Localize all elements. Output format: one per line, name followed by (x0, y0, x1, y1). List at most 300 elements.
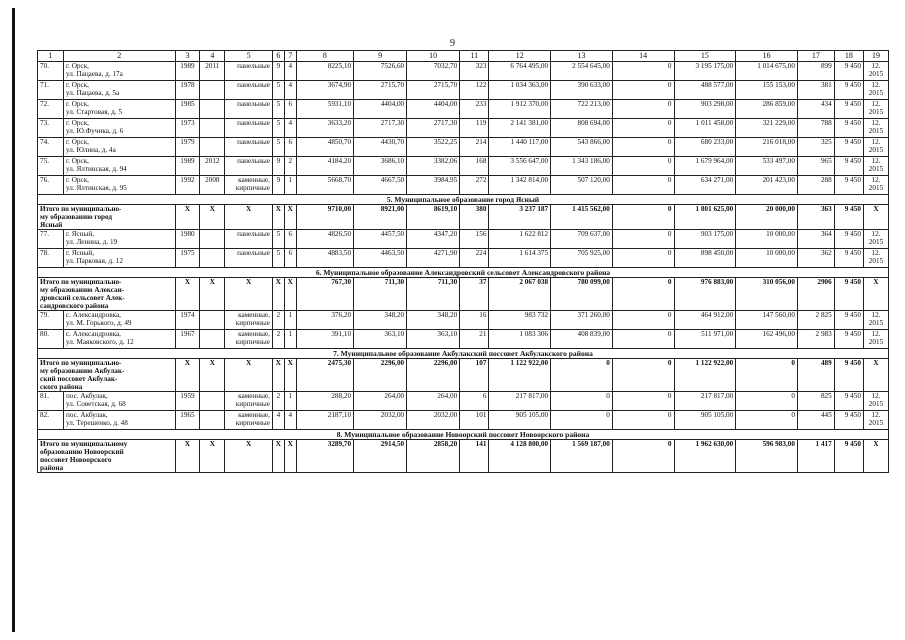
total-cell: X (225, 205, 273, 230)
table-row (38, 176, 889, 195)
table-cell: 288 (797, 176, 834, 195)
table-cell: 391,10 (296, 330, 353, 349)
table-cell: 4826,50 (296, 230, 353, 249)
table-cell: 224 (460, 249, 489, 268)
table-cell: 12. 2015 (863, 119, 888, 138)
table-cell: 4667,50 (354, 176, 407, 195)
table-cell: 1 912 370,00 (489, 100, 551, 119)
total-cell: X (863, 278, 888, 311)
table-cell: 2717,30 (354, 119, 407, 138)
table-cell: 80. (38, 330, 64, 349)
total-cell: 3 237 187 (489, 205, 551, 230)
column-number-3: 3 (175, 51, 200, 62)
table-cell (200, 119, 225, 138)
table-cell: 6 (284, 230, 296, 249)
table-cell: 5931,10 (296, 100, 353, 119)
total-row (38, 440, 889, 473)
table-cell: 903 175,00 (674, 230, 736, 249)
table-cell: 3674,90 (296, 81, 353, 100)
table-cell: 2715,70 (407, 81, 460, 100)
table-row (38, 100, 889, 119)
table-cell: 6 (460, 392, 489, 411)
table-cell: 0 (612, 81, 674, 100)
total-cell: X (272, 359, 284, 392)
table-cell: 323 (460, 62, 489, 81)
total-cell: 107 (460, 359, 489, 392)
table-cell: 0 (551, 411, 613, 430)
table-cell: 507 120,00 (551, 176, 613, 195)
total-cell: 9 450 (834, 205, 863, 230)
total-cell: 2296,00 (407, 359, 460, 392)
table-cell: 9 450 (834, 330, 863, 349)
table-cell: 1989 (175, 62, 200, 81)
table-row (38, 138, 889, 157)
table-cell: 709 637,00 (551, 230, 613, 249)
table-cell: каменные, кирпичные (225, 392, 273, 411)
total-cell: X (200, 205, 225, 230)
table-cell: 5668,70 (296, 176, 353, 195)
table-cell: 21 (460, 330, 489, 349)
table-row (38, 119, 889, 138)
table-cell: 905 105,00 (489, 411, 551, 430)
table-cell: 0 (612, 330, 674, 349)
table-cell: 1979 (175, 138, 200, 157)
total-cell: 2475,30 (296, 359, 353, 392)
table-cell: 264,00 (407, 392, 460, 411)
table-cell: 2 983 (797, 330, 834, 349)
table-cell: 376,20 (296, 311, 353, 330)
table-cell: 4 (272, 411, 284, 430)
total-cell: X (272, 278, 284, 311)
table-cell: 464 912,00 (674, 311, 736, 330)
total-cell: 1 122 922,00 (674, 359, 736, 392)
column-number-row (38, 51, 889, 62)
table-cell: 722 213,00 (551, 100, 613, 119)
table-cell: 1 011 458,00 (674, 119, 736, 138)
total-cell: 9710,00 (296, 205, 353, 230)
total-cell: 1 122 922,00 (489, 359, 551, 392)
table-cell: 1 (284, 392, 296, 411)
table-cell: 74. (38, 138, 64, 157)
table-cell: 5 (272, 119, 284, 138)
table-row (38, 411, 889, 430)
table-cell: 2011 (200, 62, 225, 81)
total-cell: 780 099,00 (551, 278, 613, 311)
section-row (38, 195, 889, 205)
table-cell: 1973 (175, 119, 200, 138)
table-cell: 363,10 (407, 330, 460, 349)
table-cell: 1 (284, 176, 296, 195)
total-cell: X (863, 440, 888, 473)
table-cell: 1 014 675,00 (736, 62, 798, 81)
table-cell: 1 343 186,00 (551, 157, 613, 176)
table-cell: 903 298,00 (674, 100, 736, 119)
table-cell: г. Орск, ул. Пацаева, д. 17а (63, 62, 175, 81)
table-cell: 4 (284, 81, 296, 100)
table-cell: 0 (612, 392, 674, 411)
table-cell (200, 249, 225, 268)
table-cell: 371 260,00 (551, 311, 613, 330)
table-cell: 1 (284, 330, 296, 349)
table-row (38, 230, 889, 249)
table-cell: 983 732 (489, 311, 551, 330)
table-row (38, 392, 889, 411)
table-cell: 119 (460, 119, 489, 138)
section-title: 7. Муниципальное образование Акбулакский поссовет Акбулакского района (38, 349, 889, 359)
table-cell: 7526,60 (354, 62, 407, 81)
table-cell (200, 81, 225, 100)
table-row (38, 311, 889, 330)
section-title: 8. Муниципальное образование Новоорский поссовет Новоорского района (38, 430, 889, 440)
table-row (38, 249, 889, 268)
table-cell: 12. 2015 (863, 157, 888, 176)
table-cell: 12. 2015 (863, 392, 888, 411)
table-cell: 2 554 645,00 (551, 62, 613, 81)
total-cell: 1 417 (797, 440, 834, 473)
table-cell: 12. 2015 (863, 176, 888, 195)
table-cell: 899 (797, 62, 834, 81)
column-number-18: 18 (834, 51, 863, 62)
table-cell: 12. 2015 (863, 311, 888, 330)
table-cell: каменные, кирпичные (225, 330, 273, 349)
page-number: 9 (450, 38, 455, 49)
total-cell: X (863, 359, 888, 392)
column-number-5: 5 (225, 51, 273, 62)
table-cell (200, 392, 225, 411)
table-cell: 71. (38, 81, 64, 100)
table-cell: 214 (460, 138, 489, 157)
table-cell: 1 083 306 (489, 330, 551, 349)
total-cell: X (175, 359, 200, 392)
table-cell: 1 342 814,00 (489, 176, 551, 195)
table-cell (200, 311, 225, 330)
table-cell: 9 450 (834, 157, 863, 176)
table-cell: с. Александровка, ул. М. Горького, д. 49 (63, 311, 175, 330)
table-cell: 445 (797, 411, 834, 430)
table-cell: 511 971,00 (674, 330, 736, 349)
total-cell: 0 (612, 278, 674, 311)
table-cell: 0 (736, 411, 798, 430)
table-cell: 0 (736, 392, 798, 411)
total-cell: 596 983,00 (736, 440, 798, 473)
table-cell: 10 000,00 (736, 230, 798, 249)
binding-line (12, 8, 15, 632)
table-cell: 9 450 (834, 81, 863, 100)
table-cell: 2012 (200, 157, 225, 176)
table-cell: 9 (272, 176, 284, 195)
table-cell: г. Ясный, ул. Ленина, д. 19 (63, 230, 175, 249)
table-cell: 0 (612, 411, 674, 430)
table-cell: 2 (284, 157, 296, 176)
total-cell: 1 962 630,00 (674, 440, 736, 473)
section-title: 6. Муниципальное образование Александровский сельсовет Александровского района (38, 268, 889, 278)
table-cell: 1 679 964,00 (674, 157, 736, 176)
table-cell: 9 (272, 62, 284, 81)
total-cell: 141 (460, 440, 489, 473)
total-cell: 9 450 (834, 278, 863, 311)
table-cell: панельные (225, 62, 273, 81)
total-cell: 9 450 (834, 440, 863, 473)
total-cell: 2914,50 (354, 440, 407, 473)
table-cell: 3686,10 (354, 157, 407, 176)
total-cell: 9 450 (834, 359, 863, 392)
table-cell: 0 (612, 62, 674, 81)
table-cell: 9 450 (834, 249, 863, 268)
table-cell: 0 (612, 311, 674, 330)
total-cell: 363 (797, 205, 834, 230)
table-cell: 788 (797, 119, 834, 138)
column-number-4: 4 (200, 51, 225, 62)
table-cell: 73. (38, 119, 64, 138)
table-cell: 78. (38, 249, 64, 268)
total-cell: X (284, 205, 296, 230)
table-cell: 1 (284, 311, 296, 330)
total-cell: 0 (736, 359, 798, 392)
total-cell: 8619,10 (407, 205, 460, 230)
column-number-10: 10 (407, 51, 460, 62)
total-cell: X (863, 205, 888, 230)
table-cell: 808 694,00 (551, 119, 613, 138)
table-cell: 77. (38, 230, 64, 249)
total-cell: X (175, 278, 200, 311)
total-label: Итого по муниципально- му образованию Акбулак- ский поссовет Акбулак- ского района (38, 359, 176, 392)
total-cell: X (284, 278, 296, 311)
total-cell: 310 056,00 (736, 278, 798, 311)
table-cell: 4404,00 (354, 100, 407, 119)
table-row (38, 157, 889, 176)
total-cell: X (175, 205, 200, 230)
table-cell: 5 (272, 138, 284, 157)
table-cell (200, 230, 225, 249)
table-cell: 381 (797, 81, 834, 100)
table-cell: 217 817,00 (674, 392, 736, 411)
table-cell: г. Орск, ул. Юлина, д. 4а (63, 138, 175, 157)
table-cell: панельные (225, 249, 273, 268)
total-cell: 1 569 187,00 (551, 440, 613, 473)
table-cell: 147 560,00 (736, 311, 798, 330)
table-cell: каменные, кирпичные (225, 311, 273, 330)
table-cell: 2187,10 (296, 411, 353, 430)
column-number-11: 11 (460, 51, 489, 62)
total-cell: 4 128 800,00 (489, 440, 551, 473)
column-number-17: 17 (797, 51, 834, 62)
table-cell: 1975 (175, 249, 200, 268)
column-number-15: 15 (674, 51, 736, 62)
table-cell: 4404,00 (407, 100, 460, 119)
table-cell: 825 (797, 392, 834, 411)
column-number-1: 1 (38, 51, 64, 62)
total-cell: 8921,00 (354, 205, 407, 230)
total-label: Итого по муниципально- му образованию Алексан- дровский сельсовет Алек- сандровского района (38, 278, 176, 311)
table-cell: 216 018,00 (736, 138, 798, 157)
table-cell: панельные (225, 119, 273, 138)
total-cell: 0 (612, 205, 674, 230)
table-cell: 5 (272, 100, 284, 119)
column-number-14: 14 (612, 51, 674, 62)
table-cell: 70. (38, 62, 64, 81)
table-cell: 75. (38, 157, 64, 176)
table-cell: 1 440 117,00 (489, 138, 551, 157)
table-cell: 9 (272, 157, 284, 176)
table-cell: каменные, кирпичные (225, 411, 273, 430)
total-cell: X (225, 278, 273, 311)
table-cell: 898 450,00 (674, 249, 736, 268)
table-cell: 81. (38, 392, 64, 411)
table-cell: 2 825 (797, 311, 834, 330)
table-cell: 1980 (175, 230, 200, 249)
table-cell: г. Орск, ул. Пацаева, д. 5а (63, 81, 175, 100)
table-cell: 364 (797, 230, 834, 249)
table-cell: 9 450 (834, 119, 863, 138)
table-cell: 233 (460, 100, 489, 119)
section-row (38, 349, 889, 359)
table-cell: 12. 2015 (863, 249, 888, 268)
table-cell: 155 153,00 (736, 81, 798, 100)
table-cell: 9 450 (834, 230, 863, 249)
table-cell: 6 764 495,00 (489, 62, 551, 81)
table-cell: 272 (460, 176, 489, 195)
section-row (38, 430, 889, 440)
table-cell: 2 (272, 311, 284, 330)
table-cell: 6 (284, 100, 296, 119)
column-number-8: 8 (296, 51, 353, 62)
total-cell: 2906 (797, 278, 834, 311)
table-cell: 1985 (175, 100, 200, 119)
table-cell: 1989 (175, 157, 200, 176)
column-number-7: 7 (284, 51, 296, 62)
table-cell: г. Орск, ул. Ю.Фучика, д. 6 (63, 119, 175, 138)
table-cell: г. Орск, ул. Стартовая, д. 5 (63, 100, 175, 119)
table-cell: 0 (612, 119, 674, 138)
table-cell: 6 (284, 138, 296, 157)
table-row (38, 330, 889, 349)
table-cell: 10 000,00 (736, 249, 798, 268)
table-cell: 1959 (175, 392, 200, 411)
table-cell: 1967 (175, 330, 200, 349)
table-cell: панельные (225, 157, 273, 176)
column-number-2: 2 (63, 51, 175, 62)
table-cell: 2 (272, 330, 284, 349)
table-cell (200, 411, 225, 430)
table-cell: г. Орск, ул. Ялтинская, д. 95 (63, 176, 175, 195)
table-cell: 72. (38, 100, 64, 119)
table-cell: 1 622 812 (489, 230, 551, 249)
table-cell (200, 330, 225, 349)
table-cell: 680 233,00 (674, 138, 736, 157)
table-cell: 5 (272, 249, 284, 268)
total-cell: X (272, 440, 284, 473)
table-cell: 3 556 647,00 (489, 157, 551, 176)
table-cell: 4184,20 (296, 157, 353, 176)
table-cell: 16 (460, 311, 489, 330)
table-cell: 264,00 (354, 392, 407, 411)
table-cell: с. Александровка, ул. Маяковского, д. 12 (63, 330, 175, 349)
section-row (38, 268, 889, 278)
table-cell: 634 271,00 (674, 176, 736, 195)
table-cell: 168 (460, 157, 489, 176)
table-cell: 122 (460, 81, 489, 100)
table-cell: 9 450 (834, 411, 863, 430)
table-cell: 3984,95 (407, 176, 460, 195)
table-cell: 9 450 (834, 311, 863, 330)
table-cell (200, 138, 225, 157)
table-cell: 4 (284, 62, 296, 81)
table-row (38, 81, 889, 100)
total-label: Итого по муниципальному образованию Новоорский поссовет Новоорского района (38, 440, 176, 473)
table-cell: 390 633,00 (551, 81, 613, 100)
table-cell: 325 (797, 138, 834, 157)
total-cell: 0 (612, 359, 674, 392)
total-cell: 767,30 (296, 278, 353, 311)
total-cell: 1 801 625,00 (674, 205, 736, 230)
table-cell: 1 034 363,00 (489, 81, 551, 100)
total-row (38, 205, 889, 230)
table-cell: 76. (38, 176, 64, 195)
table-cell: 0 (612, 249, 674, 268)
total-cell: 37 (460, 278, 489, 311)
table-cell: 2032,00 (407, 411, 460, 430)
table-cell: 488 577,00 (674, 81, 736, 100)
table-cell: 201 423,00 (736, 176, 798, 195)
table-cell: панельные (225, 138, 273, 157)
table-cell: 8225,10 (296, 62, 353, 81)
table-cell: панельные (225, 100, 273, 119)
table-cell: 905 105,00 (674, 411, 736, 430)
total-cell: 711,30 (407, 278, 460, 311)
table-cell: 9 450 (834, 392, 863, 411)
table-cell: 4347,20 (407, 230, 460, 249)
table-cell: 1965 (175, 411, 200, 430)
total-cell: X (284, 440, 296, 473)
table-cell: 82. (38, 411, 64, 430)
register-table (37, 50, 889, 473)
total-cell: X (272, 205, 284, 230)
section-title: 5. Муниципальное образование город Ясный (38, 195, 889, 205)
table-cell: 2032,00 (354, 411, 407, 430)
table-cell: 4271,90 (407, 249, 460, 268)
column-number-6: 6 (272, 51, 284, 62)
total-cell: 1 415 562,00 (551, 205, 613, 230)
table-cell: 6 (284, 249, 296, 268)
table-cell: 4850,70 (296, 138, 353, 157)
table-cell: 0 (551, 392, 613, 411)
table-cell: 3633,20 (296, 119, 353, 138)
total-row (38, 359, 889, 392)
table-cell: 7032,70 (407, 62, 460, 81)
total-cell: X (175, 440, 200, 473)
table-cell: 12. 2015 (863, 62, 888, 81)
table-cell: 362 (797, 249, 834, 268)
table-cell: 12. 2015 (863, 100, 888, 119)
table-cell: 217 817,00 (489, 392, 551, 411)
table-cell: 4883,50 (296, 249, 353, 268)
table-cell: 0 (612, 100, 674, 119)
total-cell: 489 (797, 359, 834, 392)
table-cell: панельные (225, 81, 273, 100)
table-cell: 162 496,00 (736, 330, 798, 349)
table-cell: 363,10 (354, 330, 407, 349)
table-cell: 4 (284, 119, 296, 138)
table-cell: 1992 (175, 176, 200, 195)
table-cell (200, 100, 225, 119)
total-cell: 711,30 (354, 278, 407, 311)
table-cell: 543 866,00 (551, 138, 613, 157)
total-label: Итого по муниципально- му образованию город Ясный (38, 205, 176, 230)
table-cell: 12. 2015 (863, 138, 888, 157)
total-cell: X (225, 359, 273, 392)
table-row (38, 62, 889, 81)
total-cell: 0 (612, 440, 674, 473)
